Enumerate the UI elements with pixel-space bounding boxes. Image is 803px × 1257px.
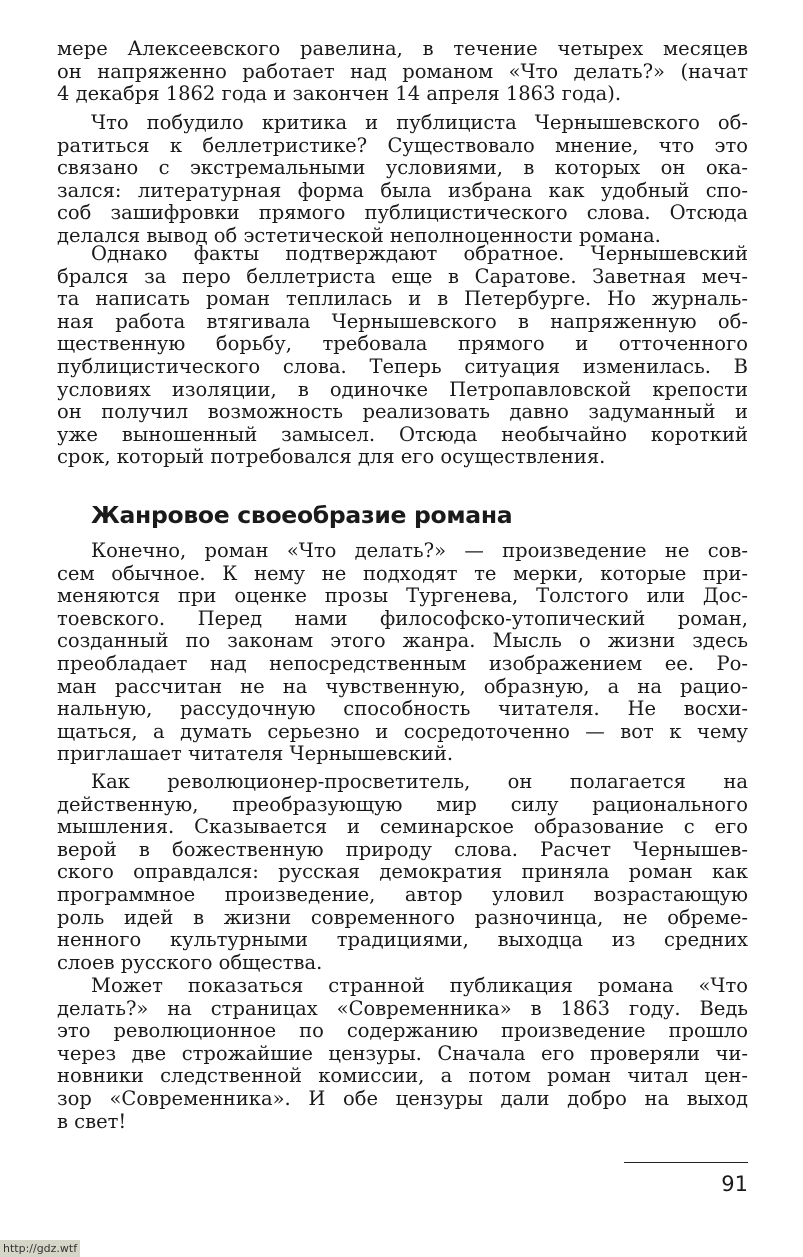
text-line: меняются при оценке прозы Тургенева, Толстого или Дос- <box>57 584 748 608</box>
text-line: это революционное по содержанию произведение прошло <box>57 1019 748 1043</box>
text-line: Однако факты подтверждают обратное. Чернышевский <box>91 242 748 265</box>
text-line: щаться, а думать серьезно и сосредоточенно — вот к чему <box>57 719 748 743</box>
text-line: ман рассчитан не на чувственную, образную, а на рацио- <box>57 674 748 698</box>
text-line: уже выношенный замысел. Отсюда необычайно короткий <box>57 422 748 446</box>
text-line: 4 декабря 1862 года и закончен 14 апреля 1863 года). <box>57 82 622 106</box>
text-line: действенную, преобразующую мир силу рационального <box>57 792 748 816</box>
text-line: приглашает читателя Чернышевский. <box>57 742 454 766</box>
text-line: публицистического слова. Теперь ситуация изменилась. В <box>57 354 748 378</box>
paragraph-4 <box>57 540 748 766</box>
text-line: зор «Современника». И обе цензуры дали добро на выход <box>57 1086 748 1110</box>
text-line: условиях изоляции, в одиночке Петропавловской крепости <box>57 377 748 401</box>
text-line: Что побудило критика и публициста Чернышевского об- <box>91 111 748 134</box>
text-line: связано с экстремальными условиями, в которых он ока- <box>57 156 748 180</box>
text-line: через две строжайшие цензуры. Сначала его проверяли чи- <box>57 1041 748 1065</box>
text-line: в свет! <box>57 1109 127 1133</box>
text-line: Как революционер-просветитель, он полагается на <box>91 770 748 793</box>
text-line: зался: литературная форма была избрана как удобный спо- <box>57 178 748 202</box>
text-line: созданный по законам этого жанра. Мысль о жизни здесь <box>57 629 748 653</box>
text-line: брался за перо беллетриста еще в Саратове. Заветная меч- <box>57 264 748 288</box>
text-line: щественную борьбу, требовала прямого и отточенного <box>57 332 748 356</box>
footer-rule <box>624 1162 748 1163</box>
text-line: мере Алексеевского равелина, в течение четырех месяцев <box>57 37 748 60</box>
text-line: слоев русского общества. <box>57 950 323 974</box>
paragraph-6 <box>57 975 748 1133</box>
text-line: преобладает над непосредственным изображением ее. Ро- <box>57 651 748 675</box>
text-line: ненного культурными традициями, выходца из средних <box>57 928 748 952</box>
text-line: Конечно, роман «Что делать?» — произведение не сов- <box>91 539 748 562</box>
text-line: мышления. Сказывается и семинарское образование с его <box>57 815 748 839</box>
text-line: новники следственной комиссии, а потом роман читал цен- <box>57 1064 748 1088</box>
text-line: он напряженно работает над романом «Что делать?» (начат <box>57 59 748 83</box>
page-number: 91 <box>721 1172 748 1196</box>
text-line: верой в божественную природу слова. Расчет Чернышев- <box>57 837 748 861</box>
paragraph-2 <box>57 112 748 248</box>
text-line: роль идей в жизни современного разночинца, не обреме- <box>57 905 748 929</box>
text-line: сем обычное. К нему не подходят те мерки, которые при- <box>57 561 748 585</box>
text-line: он получил возможность реализовать давно задуманный и <box>57 400 748 424</box>
paragraph-5 <box>57 771 748 974</box>
text-line: Может показаться странной публикация романа «Что <box>91 974 748 997</box>
text-line: тоевского. Перед нами философско-утопический роман, <box>57 606 748 630</box>
watermark-link[interactable]: http://gdz.wtf <box>0 1240 80 1257</box>
text-line: ная работа втягивала Чернышевского в напряженную об- <box>57 309 748 333</box>
paragraph-1 <box>57 38 748 106</box>
text-line: та написать роман теплилась и в Петербурге. Но журналь- <box>57 287 748 311</box>
text-line: нальную, рассудочную способность читателя. Не восхи- <box>57 697 748 721</box>
text-line: делать?» на страницах «Современника» в 1863 году. Ведь <box>57 996 748 1020</box>
text-line: срок, который потребовался для его осуществления. <box>57 445 606 469</box>
paragraph-3 <box>57 243 748 469</box>
text-line: программное произведение, автор уловил возрастающую <box>57 882 748 906</box>
text-line: соб зашифровки прямого публицистического слова. Отсюда <box>57 201 748 225</box>
text-line: ратиться к беллетристике? Существовало мнение, что это <box>57 133 748 157</box>
text-line: делался вывод об эстетической неполноценности романа. <box>57 223 661 247</box>
text-line: ского оправдался: русская демократия приняла роман как <box>57 860 748 884</box>
section-heading: Жанровое своеобразие романа <box>91 501 513 529</box>
